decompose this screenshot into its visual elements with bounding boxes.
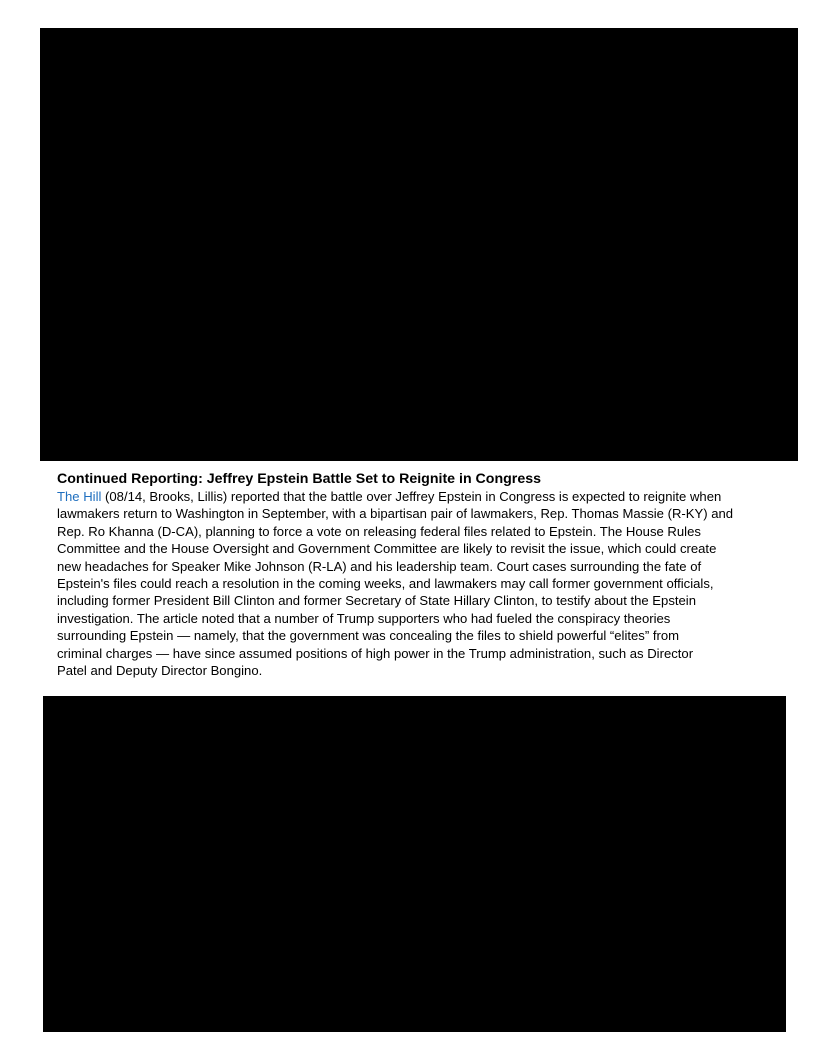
- article-body-line-1-text: (08/14, Brooks, Lillis) reported that the battle over Jeffrey Epstein in Congress is expected to reignite when: [101, 489, 722, 504]
- redaction-block-bottom: [43, 696, 786, 1032]
- article-body: [57, 488, 782, 679]
- article-body-line-7: including former President Bill Clinton and former Secretary of State Hillary Clinton, to testify about the Epstein: [57, 593, 696, 609]
- article-body-line-4: Committee and the House Oversight and Government Committee are likely to revisit the issue, which could create: [57, 541, 717, 557]
- article-body-line-11: Patel and Deputy Director Bongino.: [57, 663, 263, 679]
- article-headline: Continued Reporting: Jeffrey Epstein Battle Set to Reignite in Congress: [57, 471, 541, 487]
- article-body-line-2: lawmakers return to Washington in September, with a bipartisan pair of lawmakers, Rep. Thomas Massie (R-KY) and: [57, 506, 734, 522]
- redaction-block-top: [40, 28, 798, 461]
- article-body-line-6: Epstein's files could reach a resolution in the coming weeks, and lawmakers may call former government officials,: [57, 576, 714, 592]
- article-body-line-1: [57, 488, 782, 505]
- source-link[interactable]: The Hill: [57, 489, 102, 504]
- article-body-line-10: criminal charges — have since assumed positions of high power in the Trump administration, such as Director: [57, 645, 694, 661]
- article-body-line-3: Rep. Ro Khanna (D-CA), planning to force a vote on releasing federal files related to Epstein. The House Rules: [57, 523, 701, 539]
- article-body-line-8: investigation. The article noted that a number of Trump supporters who had fueled the conspiracy theories: [57, 610, 671, 626]
- article: [57, 471, 782, 679]
- article-body-line-5: new headaches for Speaker Mike Johnson (R-LA) and his leadership team. Court cases surrounding the fate of: [57, 558, 702, 574]
- article-body-line-9: surrounding Epstein — namely, that the government was concealing the files to shield powerful “elites” from: [57, 628, 680, 644]
